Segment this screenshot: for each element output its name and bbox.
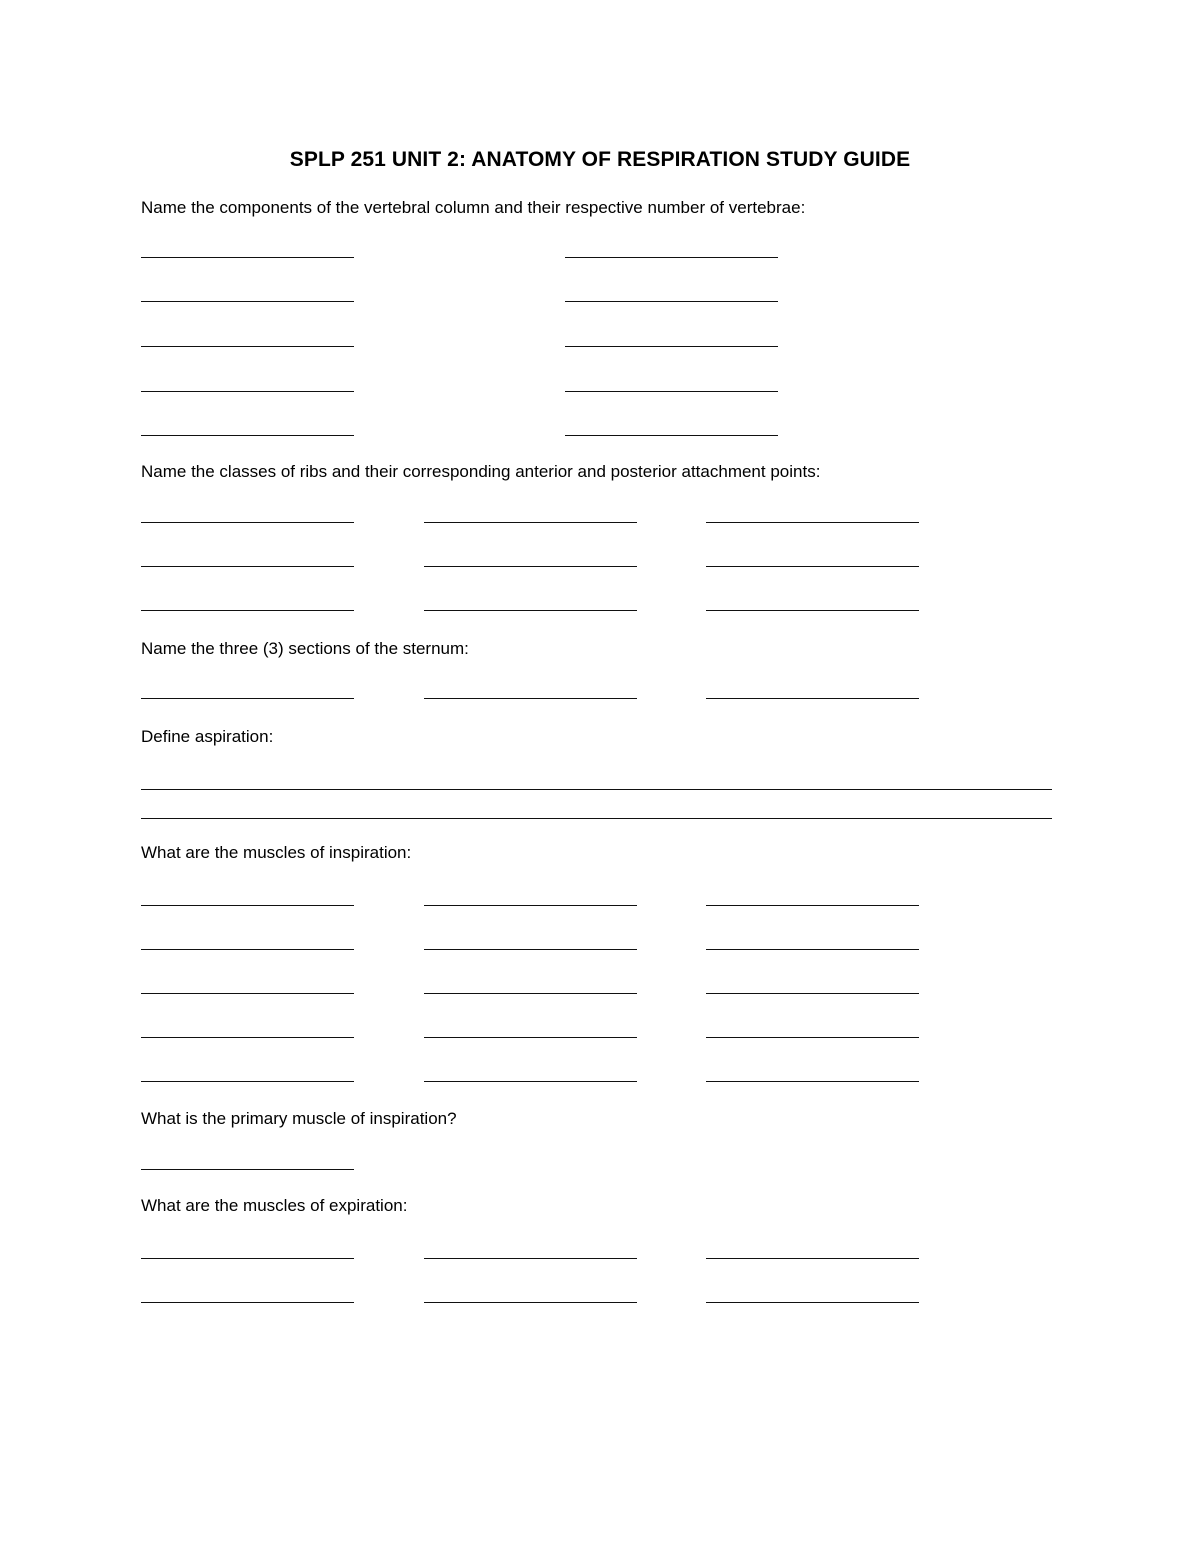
answer-blank[interactable] bbox=[706, 949, 919, 950]
answer-blank[interactable] bbox=[141, 949, 354, 950]
answer-blank[interactable] bbox=[141, 257, 354, 258]
answer-blank[interactable] bbox=[424, 522, 637, 523]
document-title: SPLP 251 UNIT 2: ANATOMY OF RESPIRATION STUDY GUIDE bbox=[289, 148, 911, 171]
answer-blank[interactable] bbox=[706, 993, 919, 994]
answer-blank[interactable] bbox=[141, 566, 354, 567]
answer-blank[interactable] bbox=[141, 1302, 354, 1303]
answer-blank[interactable] bbox=[565, 346, 778, 347]
question-aspiration: Define aspiration: bbox=[141, 727, 274, 746]
answer-blank[interactable] bbox=[424, 610, 637, 611]
answer-blank[interactable] bbox=[565, 391, 778, 392]
answer-blank[interactable] bbox=[565, 301, 778, 302]
answer-blank[interactable] bbox=[141, 905, 354, 906]
answer-blank[interactable] bbox=[141, 1169, 354, 1170]
question-sternum: Name the three (3) sections of the sternum: bbox=[141, 639, 469, 658]
answer-blank[interactable] bbox=[706, 522, 919, 523]
answer-blank-long[interactable] bbox=[141, 789, 1052, 790]
answer-blank[interactable] bbox=[706, 1302, 919, 1303]
question-muscles-inspiration: What are the muscles of inspiration: bbox=[141, 843, 412, 862]
answer-blank[interactable] bbox=[141, 993, 354, 994]
answer-blank[interactable] bbox=[141, 346, 354, 347]
answer-blank[interactable] bbox=[424, 698, 637, 699]
answer-blank[interactable] bbox=[424, 1302, 637, 1303]
answer-blank-long[interactable] bbox=[141, 818, 1052, 819]
question-muscles-expiration: What are the muscles of expiration: bbox=[141, 1196, 408, 1215]
answer-blank[interactable] bbox=[424, 566, 637, 567]
answer-blank[interactable] bbox=[424, 1037, 637, 1038]
answer-blank[interactable] bbox=[141, 1258, 354, 1259]
question-vertebral-column: Name the components of the vertebral column and their respective number of vertebrae: bbox=[141, 198, 806, 217]
answer-blank[interactable] bbox=[141, 435, 354, 436]
question-ribs: Name the classes of ribs and their corresponding anterior and posterior attachment points: bbox=[141, 462, 821, 481]
answer-blank[interactable] bbox=[706, 698, 919, 699]
answer-blank[interactable] bbox=[706, 566, 919, 567]
answer-blank[interactable] bbox=[141, 391, 354, 392]
answer-blank[interactable] bbox=[424, 1081, 637, 1082]
answer-blank[interactable] bbox=[565, 435, 778, 436]
answer-blank[interactable] bbox=[706, 1037, 919, 1038]
answer-blank[interactable] bbox=[424, 993, 637, 994]
answer-blank[interactable] bbox=[141, 1037, 354, 1038]
question-primary-muscle: What is the primary muscle of inspiration? bbox=[141, 1109, 457, 1128]
answer-blank[interactable] bbox=[706, 1081, 919, 1082]
answer-blank[interactable] bbox=[706, 610, 919, 611]
answer-blank[interactable] bbox=[424, 905, 637, 906]
answer-blank[interactable] bbox=[424, 1258, 637, 1259]
answer-blank[interactable] bbox=[565, 257, 778, 258]
answer-blank[interactable] bbox=[141, 698, 354, 699]
answer-blank[interactable] bbox=[706, 1258, 919, 1259]
answer-blank[interactable] bbox=[424, 949, 637, 950]
answer-blank[interactable] bbox=[141, 301, 354, 302]
answer-blank[interactable] bbox=[706, 905, 919, 906]
answer-blank[interactable] bbox=[141, 610, 354, 611]
answer-blank[interactable] bbox=[141, 1081, 354, 1082]
answer-blank[interactable] bbox=[141, 522, 354, 523]
